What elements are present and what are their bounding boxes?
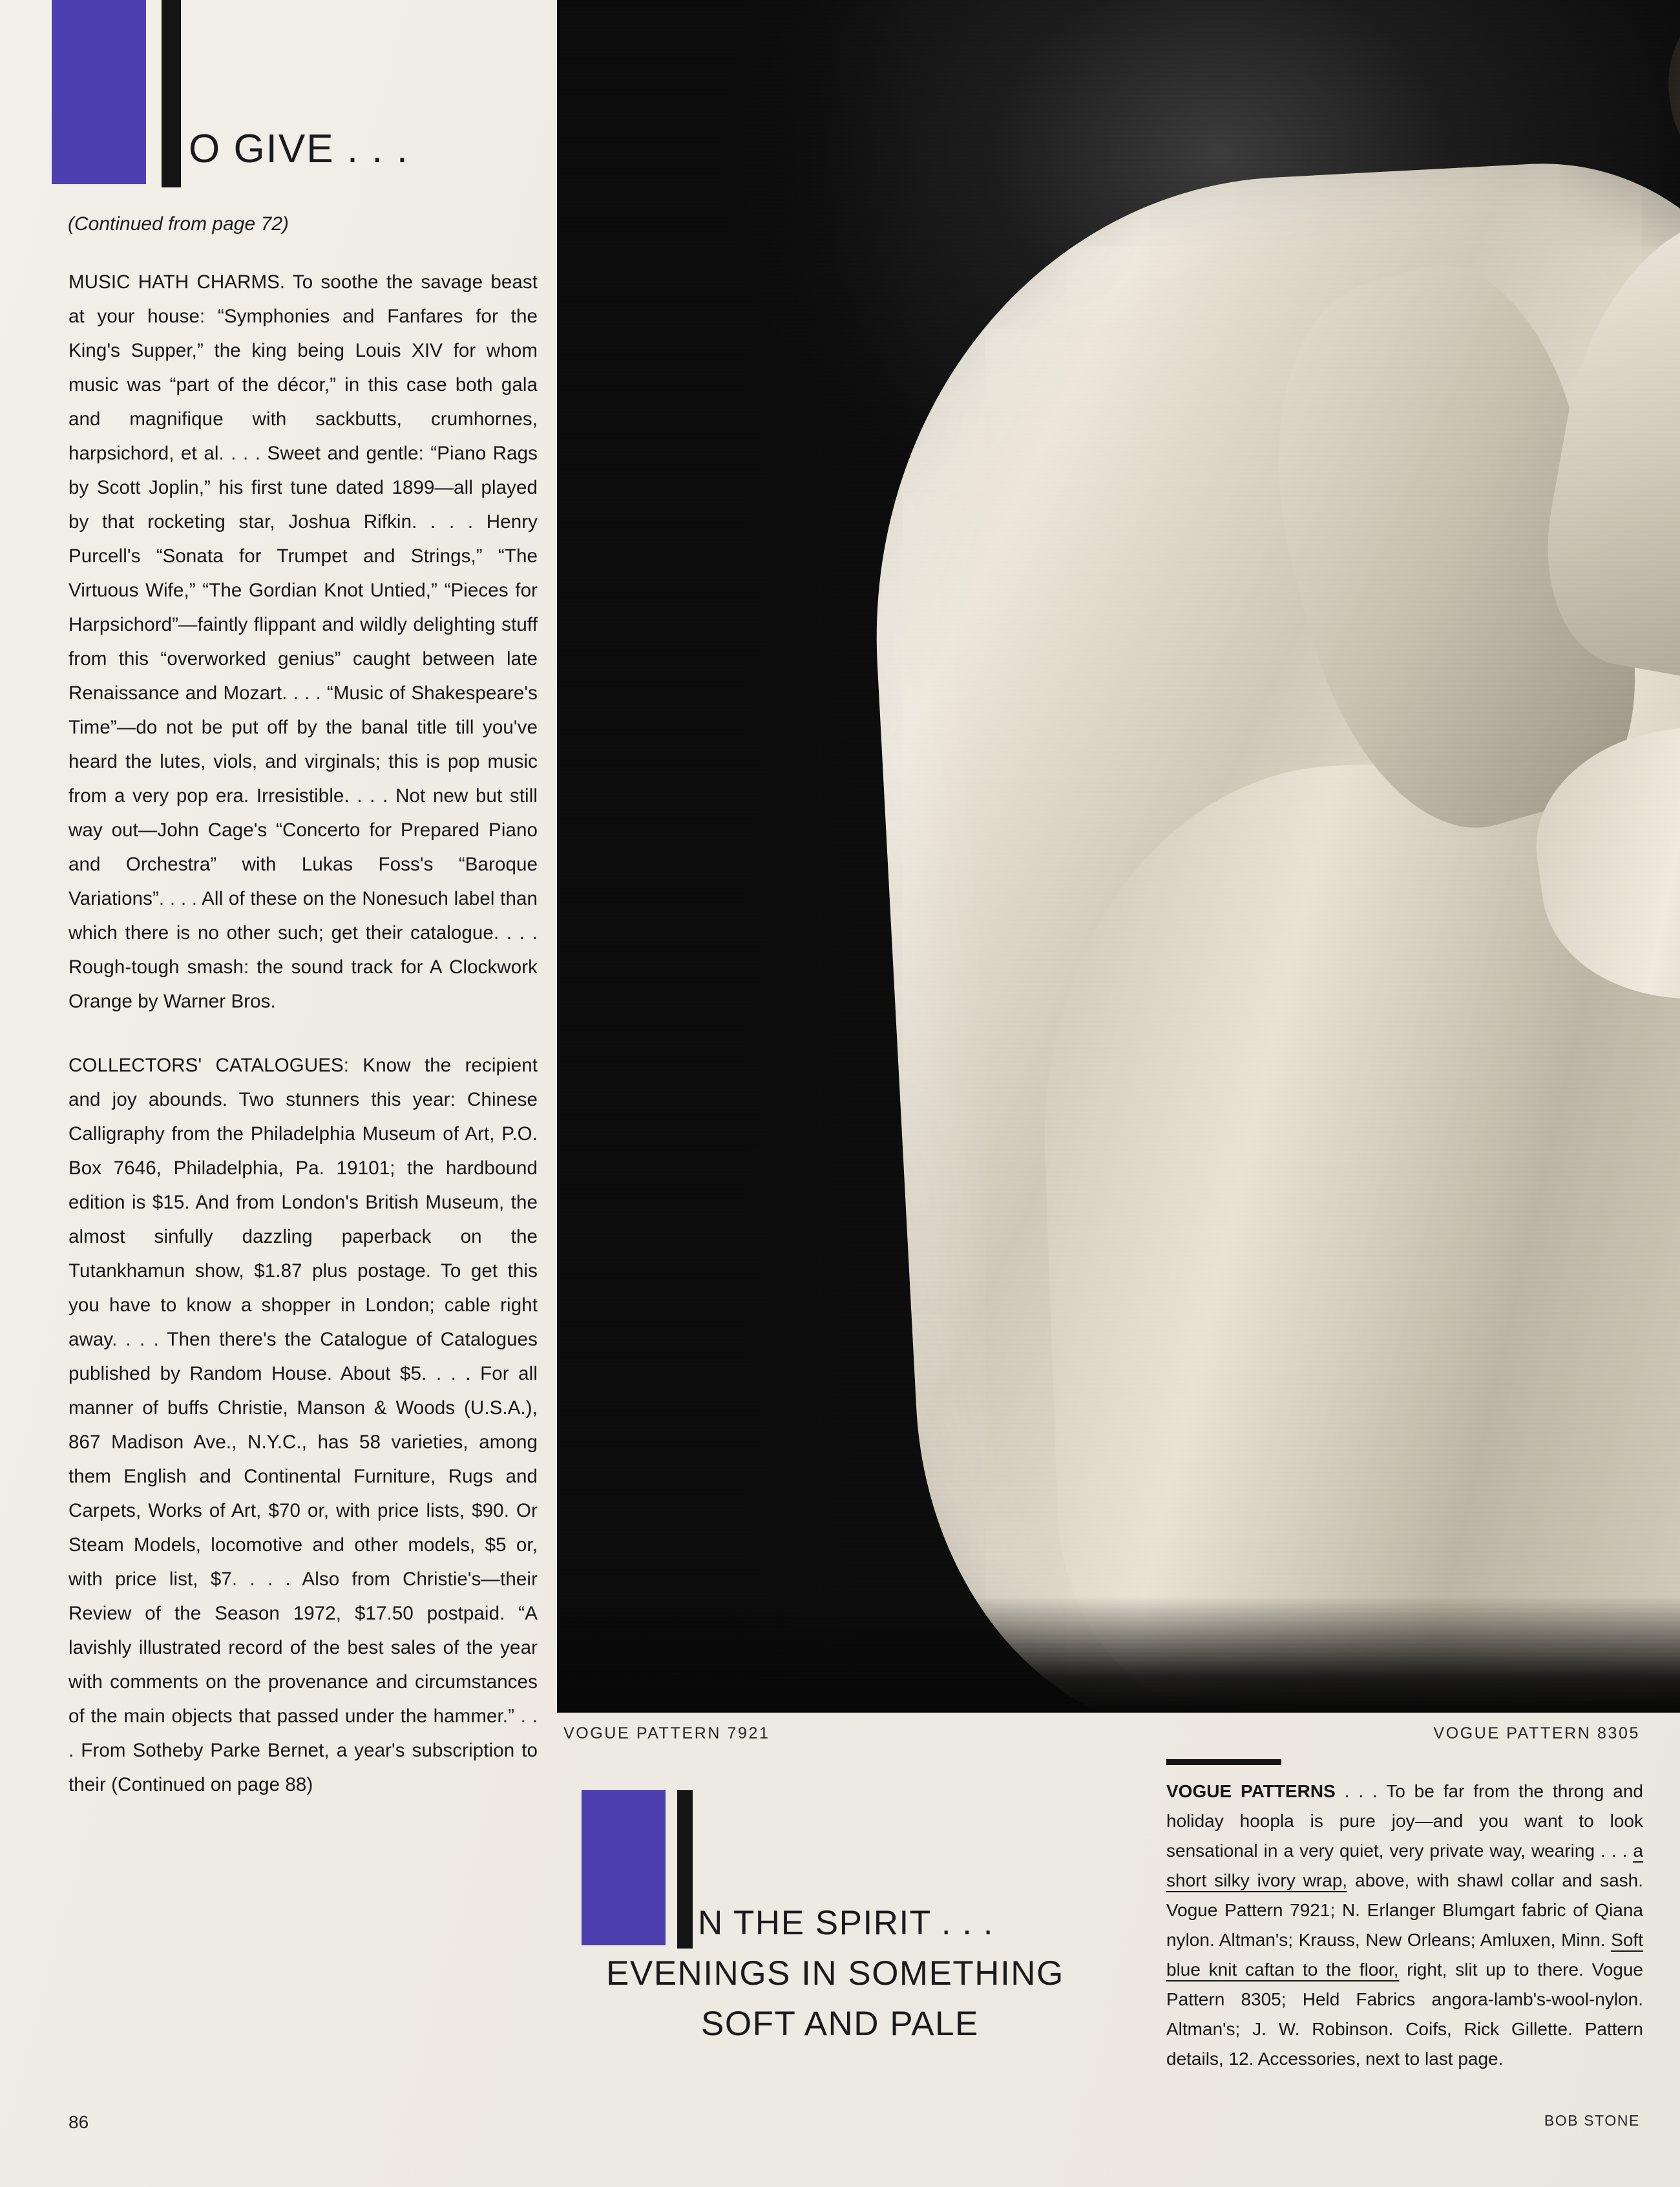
- pattern-link-ivory-wrap[interactable]: a short silky ivory wrap,: [1166, 1841, 1643, 1892]
- patterns-text-2: above, with shawl collar and sash. Vogue Pattern 7921; N. Erlanger Blumgart fabric of Qiana nylon. Altman's; Krauss, New Orleans; Amluxen, Minn.: [1166, 1870, 1643, 1950]
- caption-left: VOGUE PATTERN 7921: [563, 1724, 770, 1742]
- photo-credit: BOB STONE: [1544, 2112, 1640, 2129]
- decorative-blue-block: [52, 0, 146, 184]
- vogue-patterns-lead: VOGUE PATTERNS: [1166, 1781, 1336, 1801]
- spirit-headline-block: [569, 1771, 1137, 2159]
- vogue-patterns-text: [1166, 1777, 1643, 2074]
- article-paragraph: MUSIC HATH CHARMS. To soothe the savage beast at your house: “Symphonies and Fanfares for the King's Supper,” the king being Louis XIV for whom music was “part of the décor,” in this case both gala and magnifique with sackbutts, crumhornes, harpsichord, et al. . . . Sweet and gentle: “Piano Rags by Scott Joplin,” his first tune dated 1899—all played by that rocketing star, Joshua Rifkin. . . . Henry Purcell's “Sonata for Trumpet and Strings,” “The Virtuous Wife,” “The Gordian Knot Untied,” “Pieces for Harpsichord”—faintly flippant and wildly delighting stuff from this “overworked genius” caught between late Renaissance and Mozart. . . . “Music of Shakespeare's Time”—do not be put off by the banal title till you've heard the lutes, viols, and virginals; this is pop music from a very pop era. Irresistible. . . . Not new but still way out—John Cage's “Concerto for Prepared Piano and Orchestra” with Lukas Foss's “Baroque Variations”. . . . All of these on the Nonesuch label than which there is no other such; get their catalogue. . . . Rough-tough smash: the sound track for A Clockwork Orange by Warner Bros.: [68, 271, 538, 1012]
- left-text-column: [39, 0, 549, 2187]
- fashion-photograph: [557, 0, 1680, 1713]
- article-masthead: [39, 0, 549, 213]
- caption-right: VOGUE PATTERN 8305: [1433, 1724, 1640, 1742]
- spirit-headline-line3: SOFT AND PALE: [701, 2005, 979, 2043]
- decorative-blue-block-2: [582, 1790, 666, 1945]
- drop-cap-i-stem: [677, 1790, 693, 1949]
- page-number: 86: [68, 2112, 89, 2132]
- patterns-text-1: . . . To be far from the throng and holiday hoopla is pure joy—and you want to look sensational in a very quiet, very private way, wearing . . .: [1166, 1781, 1643, 1861]
- photo-grain-overlay: [557, 0, 1680, 1713]
- section-rule: [1166, 1759, 1281, 1765]
- page-title: O GIVE . . .: [189, 127, 409, 171]
- spirit-headline-line1: N THE SPIRIT . . .: [698, 1904, 994, 1942]
- article-paragraph: COLLECTORS' CATALOGUES: Know the recipient and joy abounds. Two stunners this year: Chinese Calligraphy from the Philadelphia Museum of Art, P.O. Box 7646, Philadelphia, Pa. 19101; the hardbound edition is $15. And from London's British Museum, the almost sinfully dazzling paperback on the Tutankhamun show, $1.87 plus postage. To get this you have to know a shopper in London; cable right away. . . . Then there's the Catalogue of Catalogues published by Random House. About $5. . . . For all manner of buffs Christie, Manson & Woods (U.S.A.), 867 Madison Ave., N.Y.C., has 58 varieties, among them English and Continental Furniture, Rugs and Carpets, Works of Art, $70 or, with price lists, $90. Or Steam Models, locomotive and other models, $5 or, with price list, $7. . . . Also from Christie's—their Review of the Season 1972, $17.50 postpaid. “A lavishly illustrated record of the best sales of the year with comments on the provenance and circumstances of the main objects that passed under the hammer.” . . . From Sotheby Parke Bernet, a year's subscription to their (Continued on page 88): [68, 1055, 538, 1795]
- drop-cap-t-stem: [162, 0, 181, 187]
- spirit-headline-line2: EVENINGS IN SOMETHING: [606, 1954, 1064, 1992]
- patterns-text-3: right, slit up to there. Vogue Pattern 8305; Held Fabrics angora-lamb's-wool-nylon. Altman's; J. W. Robinson. Coifs, Rick Gillette. Pattern details, 12. Accessories, next to last page.: [1166, 1960, 1643, 2069]
- continued-from-note: (Continued from page 72): [68, 213, 289, 235]
- vogue-patterns-note: [1166, 1759, 1643, 2074]
- pattern-link-blue-caftan[interactable]: Soft blue knit caftan to the floor,: [1166, 1930, 1643, 1981]
- article-body: [68, 265, 538, 1832]
